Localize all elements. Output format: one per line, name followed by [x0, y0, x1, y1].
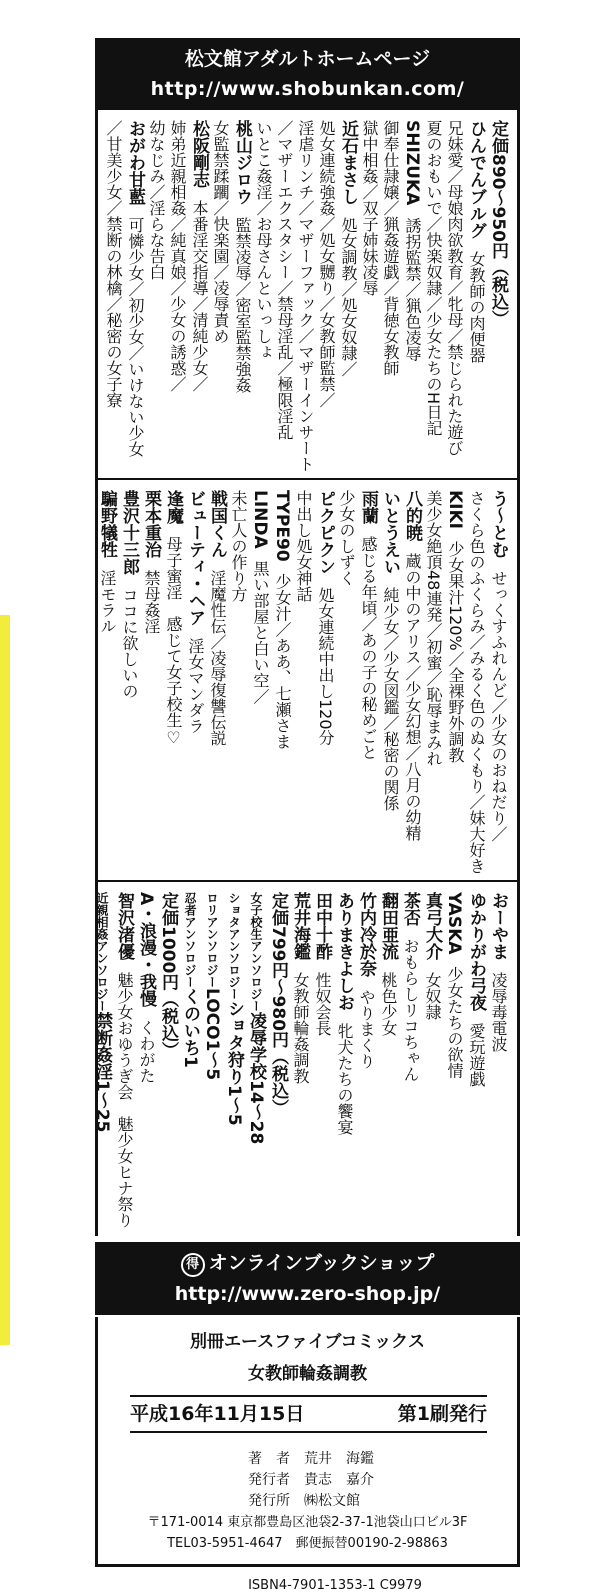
catalog-column: [465, 120, 487, 472]
colophon: [95, 1317, 520, 1567]
author-name: 定価799円～980円（税込）: [268, 892, 288, 1116]
catalog-column: [167, 120, 188, 472]
homepage-title: 松文館アダルトホームページ: [184, 48, 431, 70]
work-titles: 幼なじみ／淫らな告白: [147, 120, 166, 280]
catalog-column: [333, 892, 355, 1228]
catalog-column: [487, 490, 509, 874]
catalog-column: [314, 490, 336, 874]
work-titles: 処女連続強姦／処女嬲り／女教師監禁／: [317, 120, 336, 408]
catalog-column: [210, 120, 231, 472]
author-name: 翻田亜流: [378, 892, 398, 960]
work-titles: ／甘美少女／禁断の林檎／秘密の女子寮: [104, 120, 123, 408]
catalog-column: [466, 490, 487, 874]
work-titles: 誘拐監禁／猟色凌辱: [403, 217, 422, 362]
author-name: う～とむ: [488, 490, 508, 558]
work-titles: 感じる年頃／あの子の秘めごと: [359, 536, 378, 760]
work-titles: 可憐少女／初少女／いけない少女: [126, 217, 145, 457]
work-titles: 御奉仕隷嬢／猟姦遊戯／背徳女教師: [381, 120, 400, 376]
catalog-column: [96, 490, 118, 874]
work-titles: おもらしリコちゃん: [401, 938, 420, 1082]
author-name: 茶否: [400, 892, 420, 926]
shop-url[interactable]: http://www.zero-shop.jp/: [174, 1283, 441, 1305]
work-titles: 少女果汁120%／全裸野外調教: [446, 541, 465, 763]
author-name: くのいち1: [180, 988, 200, 1068]
work-titles: 獄中相姦／双子姉妹凌辱: [360, 120, 379, 296]
catalog-column: [399, 892, 421, 1228]
catalog-section-1: [95, 110, 520, 480]
work-titles: くわがた: [137, 1019, 156, 1084]
author-name: いとうえい: [380, 490, 400, 575]
catalog-column: [157, 892, 179, 1228]
publisher-person: 発行者 貴志 嘉介: [248, 1472, 374, 1488]
catalog-column: [444, 120, 465, 472]
work-titles: 監禁凌辱／密室監禁強姦: [233, 217, 252, 393]
author-name: 竹内冷於奈: [356, 892, 376, 977]
work-titles: 蔵の中のアリス／少女幻想／八月の幼精: [403, 553, 422, 841]
phone: TEL03-5951-4647 郵便振替00190-2-98863: [167, 1536, 448, 1551]
catalog-column: [223, 892, 245, 1228]
page-edge-strip: [0, 615, 10, 1345]
catalog-column: [380, 120, 401, 472]
catalog-columns: [103, 120, 509, 472]
author-name: 騙野犠牲: [97, 490, 117, 558]
work-titles: 淫魔性伝／凌辱復讐伝説: [208, 570, 227, 746]
catalog-column: [359, 120, 380, 472]
author-name: ありまきよしお: [334, 892, 354, 1011]
author-name: 智沢渚優: [114, 892, 134, 960]
publication-line: [130, 1395, 487, 1433]
author-name: 荒井海鑑: [290, 892, 310, 960]
work-titles: 性奴会長: [313, 972, 332, 1036]
catalog-column: [487, 892, 509, 1228]
catalog-column: [179, 892, 201, 1228]
work-titles: 魅少女おゆうぎ会 魅少女ヒナ祭り: [115, 972, 134, 1228]
work-titles: 少女のしずく: [337, 490, 356, 586]
homepage-url[interactable]: http://www.shobunkan.com/: [150, 78, 465, 100]
work-titles: 中出し処女神話: [294, 490, 313, 602]
series-name: 別冊エースファイブコミックス: [190, 1332, 425, 1352]
work-titles: 淫虐リンチ／マザーファック／マザーインサート: [296, 120, 315, 472]
catalog-column: [146, 120, 167, 472]
work-titles: さくら色のふくらみ／みるく色のぬくもり／妹大好き: [467, 490, 486, 874]
catalog-column: [444, 490, 466, 874]
catalog-column: [337, 120, 359, 472]
toku-badge-icon: 得: [181, 1253, 205, 1277]
work-titles: 兄妹愛／母娘肉欲教育／牝母／禁じられた遊び: [445, 120, 464, 456]
work-titles: 処女連続中出し120分: [316, 587, 335, 746]
work-titles: 美少女絶頂48連発／初蜜／恥辱まみれ: [424, 490, 443, 767]
anthology-label: ロリアンソロジー: [205, 892, 219, 988]
catalog-columns: [96, 490, 509, 874]
catalog-column: [295, 120, 316, 472]
author-name: おがわ甘藍: [125, 120, 145, 205]
work-titles: やりまくり: [357, 989, 376, 1069]
work-titles: ／マザーエクスタシー／禁母淫乱／極限淫乱: [275, 120, 294, 440]
catalog-column: [355, 892, 377, 1228]
catalog-column: [249, 490, 271, 874]
work-titles: いとこ姦淫／お母さんといっしょ: [254, 120, 273, 360]
catalog-column: [206, 490, 228, 874]
anthology-label: 女子校生アンソロジー: [249, 892, 263, 1012]
catalog-column: [289, 892, 311, 1228]
work-titles: 女教師輪姦調教: [291, 972, 310, 1084]
author-name: A・浪漫・我慢: [136, 892, 156, 1008]
catalog-column: [124, 120, 146, 472]
colophon-page: [92, 38, 520, 1595]
catalog-column: [377, 892, 399, 1228]
author-name: 八的暁: [402, 490, 422, 541]
catalog-column: [423, 490, 444, 874]
online-shop-banner: [95, 1242, 520, 1315]
author-name: 桃山ジロウ: [232, 120, 252, 205]
publication-date: 平成16年11月15日: [130, 1403, 305, 1425]
catalog-column: [231, 120, 253, 472]
author-name: 松阪剛志: [189, 120, 209, 188]
work-titles: 純少女／少女図鑑／秘密の関係: [381, 587, 400, 811]
catalog-column: [140, 490, 162, 874]
catalog-column: [253, 120, 274, 472]
catalog-column: [401, 120, 423, 472]
catalog-column: [267, 892, 289, 1228]
author: 著 者 荒井 海鑑: [248, 1451, 374, 1467]
work-titles: 女教師の肉便器: [467, 251, 486, 363]
catalog-column: [357, 490, 379, 874]
author-name: ひんでんブルグ: [466, 120, 486, 239]
anthology-label: 忍者アンソロジー: [183, 892, 197, 988]
work-titles: 夏のおもいで／快楽奴隷／少女たちのH日記: [424, 120, 443, 437]
author-name: SHIZUKA: [402, 120, 422, 206]
work-titles: 処女調教／処女奴隷／: [339, 217, 358, 377]
catalog-section-3: [92, 882, 520, 1236]
work-titles: ココに欲しいの: [120, 587, 139, 699]
homepage-banner: [95, 38, 520, 110]
work-titles: 桃色少女: [379, 972, 398, 1036]
catalog-column: [162, 490, 184, 874]
catalog-column: [293, 490, 314, 874]
catalog-column: [465, 892, 487, 1228]
work-titles: 母子蜜淫 感じて女子校生♡: [164, 536, 183, 747]
work-titles: 黒い部屋と白い空／: [251, 560, 270, 705]
shop-title: オンラインブックショップ: [208, 1252, 435, 1274]
catalog-column: [336, 490, 357, 874]
catalog-column: [245, 892, 267, 1228]
catalog-column: [91, 892, 113, 1228]
author-name: 定価1000円（税込）: [158, 892, 178, 1059]
work-titles: 凌辱毒電波: [489, 972, 508, 1052]
catalog-column: [103, 120, 124, 472]
catalog-column: [188, 120, 210, 472]
catalog-column: [113, 892, 135, 1228]
author-name: 禁断姦淫1～25: [92, 1012, 112, 1133]
isbn: ISBN4-7901-1353-1 C9979: [248, 1578, 422, 1593]
publisher-info: [98, 1449, 517, 1554]
work-titles: せっくすふれんど／少女のおねだり／: [489, 570, 508, 842]
catalog-column: [311, 892, 333, 1228]
author-name: 凌辱学校14～28: [246, 1012, 266, 1145]
author-name: LINDA: [250, 490, 270, 549]
publisher: 発行所 ㈱松文館: [248, 1493, 360, 1509]
author-name: 近石まさし: [338, 120, 358, 205]
catalog-columns: [91, 892, 509, 1228]
catalog-column: [271, 490, 293, 874]
author-name: ビューティ・ヘア: [185, 490, 205, 626]
author-name: KIKI: [445, 490, 465, 529]
author-name: おーやま: [488, 892, 508, 960]
catalog-column: [487, 120, 509, 472]
catalog-column: [274, 120, 295, 472]
work-titles: 少女たちの欲情: [445, 966, 464, 1079]
anthology-label: ショタアンソロジー: [227, 892, 241, 1000]
author-name: 栗本重治: [141, 490, 161, 558]
author-name: 戦国くん: [207, 490, 227, 558]
author-name: ゆかりがわ弓夜: [466, 892, 486, 1011]
catalog-column: [443, 892, 465, 1228]
author-name: LOCO1～5: [202, 988, 222, 1081]
anthology-label: 近親相姦アンソロジー: [95, 892, 109, 1012]
address: 〒171-0014 東京都豊島区池袋2-37-1池袋山口ビル3F: [147, 1515, 468, 1530]
author-name: 豊沢十三郎: [119, 490, 139, 575]
author-name: 田中十酢: [312, 892, 332, 960]
work-titles: 未亡人の作り方: [229, 490, 248, 602]
catalog-column: [135, 892, 157, 1228]
work-titles: 牝犬たちの饗宴: [335, 1023, 354, 1135]
catalog-column: [201, 892, 223, 1228]
work-titles: 女監禁蹂躙／快楽園／凌辱責め: [211, 120, 230, 344]
work-titles: 少女汁／ああ、七瀬さま: [273, 573, 292, 750]
work-titles: 愛玩遊戯: [467, 1023, 486, 1087]
work-titles: 姉弟近親相姦／純真娘／少女の誘惑／: [168, 120, 187, 392]
work-titles: 女奴隷: [423, 972, 442, 1020]
author-name: 逢魔: [163, 490, 183, 524]
author-name: TYPE90: [272, 490, 292, 562]
author-name: YASKA: [444, 892, 464, 955]
work-titles: 淫女マンダラ: [186, 638, 205, 734]
catalog-column: [423, 120, 444, 472]
author-name: 雨蘭: [358, 490, 378, 524]
catalog-column: [421, 892, 443, 1228]
work-titles: 淫モラル: [98, 570, 117, 634]
catalog-column: [118, 490, 140, 874]
catalog-column: [316, 120, 337, 472]
catalog-column: [401, 490, 423, 874]
catalog-column: [228, 490, 249, 874]
catalog-column: [184, 490, 206, 874]
author-name: 真弓大介: [422, 892, 442, 960]
catalog-section-2: [95, 480, 520, 882]
author-name: ショタ狩り1～5: [224, 1000, 244, 1126]
book-title: 女教師輪姦調教: [248, 1364, 367, 1384]
author-name: 定価890～950円（税込）: [488, 120, 508, 327]
edition: 第1刷発行: [397, 1403, 487, 1425]
work-titles: 本番淫交指導／清純少女／: [190, 200, 209, 392]
work-titles: 禁母姦淫: [142, 570, 161, 634]
author-name: ピクピクン: [315, 490, 335, 575]
catalog-column: [379, 490, 401, 874]
